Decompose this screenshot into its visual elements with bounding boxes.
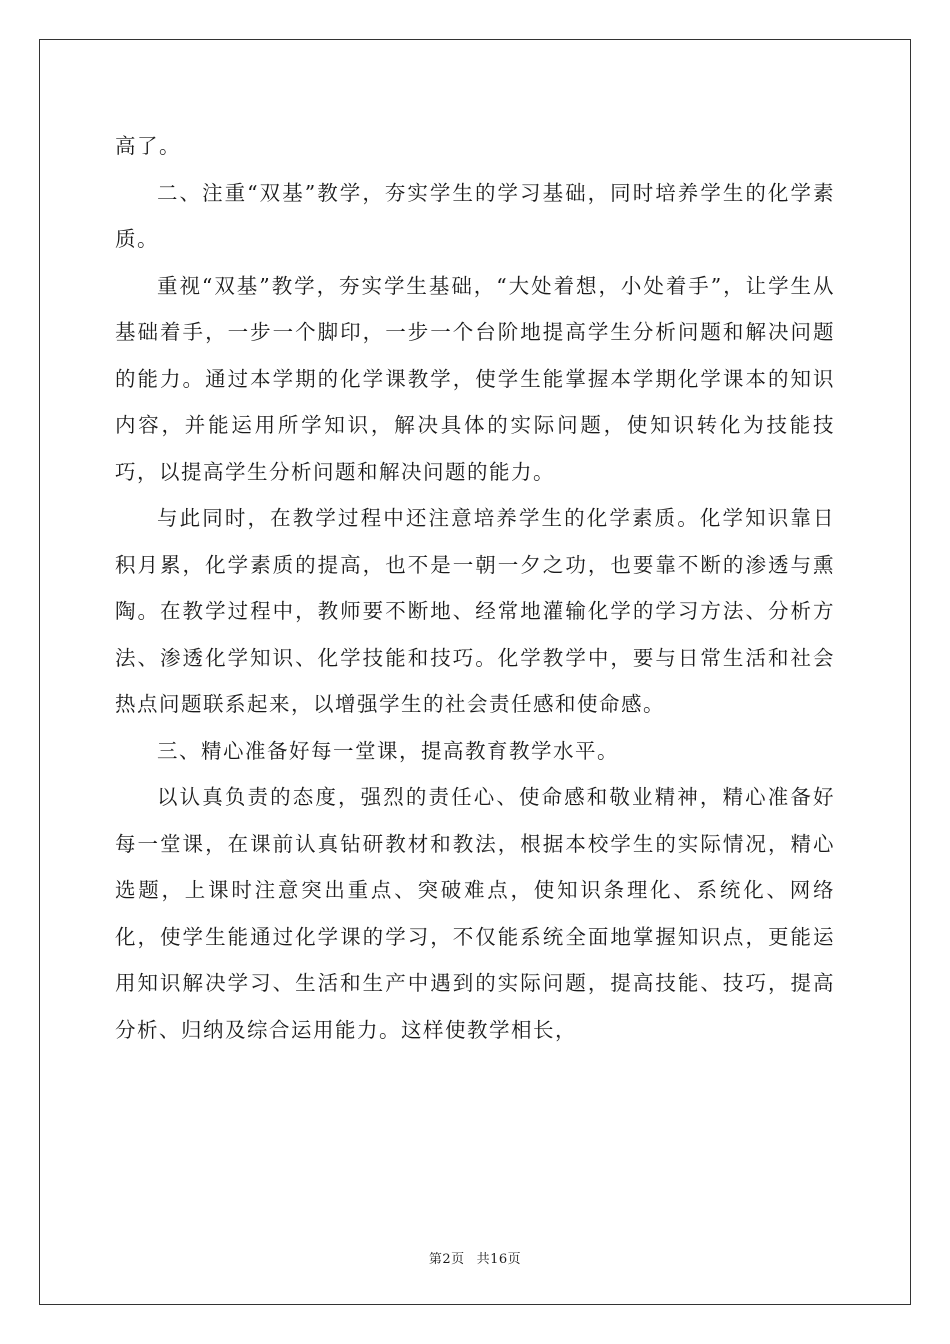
section-heading-2: 二、注重“双基”教学，夯实学生的学习基础，同时培养学生的化学素质。: [115, 180, 835, 251]
paragraph-chemistry-literacy: 与此同时，在教学过程中还注意培养学生的化学素质。化学知识靠日积月累，化学素质的提高，也不是一朝一夕之功，也要靠不断的渗透与熏陶。在教学过程中，教师要不断地、经常地灌输化学的学习方法、分析方法、渗透化学知识、化学技能和技巧。化学教学中，要与日常生活和社会热点问题联系起来，以增强学生的社会责任感和使命感。: [115, 506, 835, 716]
page-number: 第2页: [428, 1252, 465, 1267]
section-heading-3: 三、精心准备好每一堂课，提高教育教学水平。: [157, 738, 620, 763]
document-body: [115, 123, 835, 1053]
total-pages: 共16页: [476, 1252, 522, 1267]
page-footer: [0, 1248, 950, 1267]
paragraph-lesson-preparation: 以认真负责的态度，强烈的责任心、使命感和敬业精神，精心准备好每一堂课，在课前认真钻研教材和教法，根据本校学生的实际情况，精心选题，上课时注意突出重点、突破难点，使知识条理化、系统化、网络化，使学生能通过化学课的学习，不仅能系统全面地掌握知识点，更能运用知识解决学习、生活和生产中遇到的实际问题，提高技能、技巧，提高分析、归纳及综合运用能力。这样使教学相长，: [115, 785, 835, 1042]
paragraph-double-basics: 重视“双基”教学，夯实学生基础，“大处着想，小处着手”，让学生从基础着手，一步一个脚印，一步一个台阶地提高学生分析问题和解决问题的能力。通过本学期的化学课教学，使学生能掌握本学期化学课本的知识内容，并能运用所学知识，解决具体的实际问题，使知识转化为技能技巧，以提高学生分析问题和解决问题的能力。: [115, 273, 835, 484]
paragraph-continuation: 高了。: [115, 134, 181, 158]
